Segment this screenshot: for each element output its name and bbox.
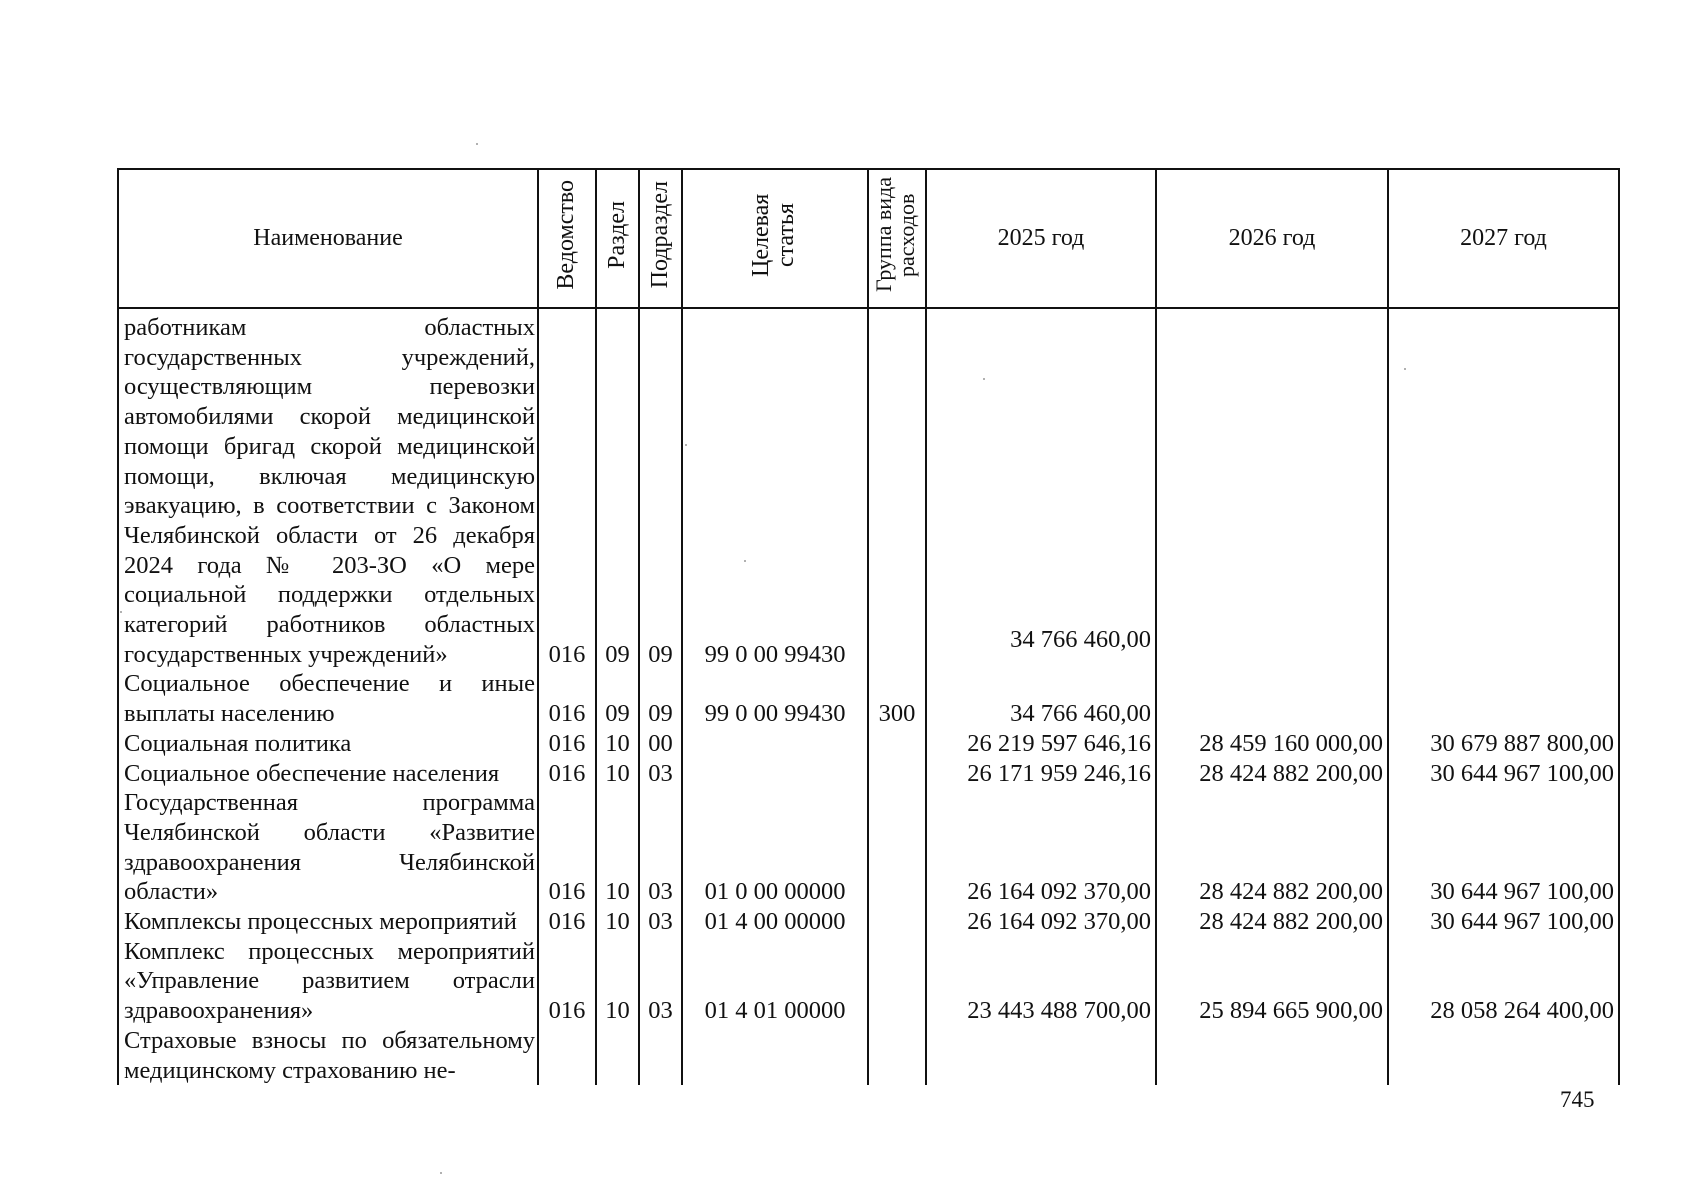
- row-name: Комплексы процессных мероприятий: [124, 908, 517, 936]
- row-name: Страховые взносы по обязательному медицинскому страхованию не-: [124, 1026, 535, 1084]
- row-name: Социальная политика: [124, 729, 352, 757]
- table-row: [118, 729, 1619, 759]
- table-row: [118, 669, 1619, 728]
- table-row: [118, 759, 1619, 789]
- row-year-2025: 26 171 959 246,16: [926, 759, 1156, 789]
- header-department: [538, 169, 596, 308]
- row-subsection: 03: [639, 907, 682, 937]
- row-year-2026: 28 459 160 000,00: [1156, 729, 1388, 759]
- page-number: 745: [1560, 1087, 1595, 1112]
- row-year-2027: [1388, 308, 1619, 669]
- row-year-2026: 28 424 882 200,00: [1156, 759, 1388, 789]
- row-year-2026: [1156, 1026, 1388, 1085]
- row-target-item: [682, 729, 868, 759]
- row-year-2027: 30 644 967 100,00: [1388, 907, 1619, 937]
- row-expense-group: [868, 308, 926, 669]
- row-department: 016: [538, 937, 596, 1026]
- row-section: 10: [596, 729, 639, 759]
- row-subsection: [639, 1026, 682, 1085]
- row-name: работникам областных государственных учреждений, осуществляющим перевозки автомобилями скорой медицинской помощи бригад скорой медицинской помощи, включая медицинскую эвакуацию, в соответствии с Законом Челябинской области от 26 декабря 2024 года № 203-ЗО «О мере социальной поддержки отдельных категорий работников областных государственных учреждений»: [124, 314, 535, 668]
- row-expense-group: [868, 788, 926, 907]
- row-target-item: [682, 1026, 868, 1085]
- row-year-2027: [1388, 669, 1619, 728]
- row-section: 10: [596, 907, 639, 937]
- row-subsection: 09: [639, 308, 682, 669]
- header-subsection: [639, 169, 682, 308]
- table-row: [118, 308, 1619, 669]
- row-name: Социальное обеспечение и иные выплаты населению: [124, 670, 535, 728]
- row-target-item: [682, 759, 868, 789]
- header-year-2025: 2025 год: [926, 169, 1156, 308]
- header-subsection-label: Подраздел: [646, 181, 673, 289]
- row-year-2025: 34 766 460,00: [926, 308, 1156, 669]
- row-subsection: 00: [639, 729, 682, 759]
- row-expense-group: [868, 937, 926, 1026]
- header-section: [596, 169, 639, 308]
- row-year-2025: 26 219 597 646,16: [926, 729, 1156, 759]
- row-subsection: 03: [639, 759, 682, 789]
- row-target-item: 01 0 00 00000: [682, 788, 868, 907]
- row-year-2026: [1156, 669, 1388, 728]
- header-year-2027: 2027 год: [1388, 169, 1619, 308]
- header-target-item-label: Целевая статья: [748, 193, 800, 277]
- row-year-2025: 26 164 092 370,00: [926, 907, 1156, 937]
- row-department: [538, 1026, 596, 1085]
- row-section: 09: [596, 669, 639, 728]
- row-department: 016: [538, 759, 596, 789]
- row-year-2027: [1388, 1026, 1619, 1085]
- table-header-row: [118, 169, 1619, 308]
- row-expense-group: [868, 759, 926, 789]
- row-department: 016: [538, 308, 596, 669]
- table-row: [118, 1026, 1619, 1085]
- header-section-label: Раздел: [603, 201, 630, 269]
- header-name: Наименование: [118, 169, 538, 308]
- row-expense-group: [868, 907, 926, 937]
- row-expense-group: [868, 1026, 926, 1085]
- row-year-2025: 34 766 460,00: [926, 669, 1156, 728]
- row-name: Социальное обеспечение населения: [124, 759, 500, 787]
- row-department: 016: [538, 788, 596, 907]
- row-subsection: 03: [639, 937, 682, 1026]
- header-target-item: [682, 169, 868, 308]
- row-department: 016: [538, 907, 596, 937]
- row-name: Государственная программа Челябинской области «Развитие здравоохранения Челябинской области»: [124, 789, 535, 906]
- header-department-label: Ведомство: [553, 180, 580, 290]
- row-subsection: 03: [639, 788, 682, 907]
- budget-table: [117, 168, 1620, 1085]
- row-expense-group: 300: [868, 669, 926, 728]
- row-target-item: 01 4 01 00000: [682, 937, 868, 1026]
- table-row: [118, 907, 1619, 937]
- row-target-item: 01 4 00 00000: [682, 907, 868, 937]
- row-section: 09: [596, 308, 639, 669]
- row-year-2026: 28 424 882 200,00: [1156, 788, 1388, 907]
- row-name: Комплекс процессных мероприятий «Управление развитием отрасли здравоохранения»: [124, 937, 535, 1025]
- table-row: [118, 788, 1619, 907]
- row-department: 016: [538, 669, 596, 728]
- row-section: 10: [596, 937, 639, 1026]
- header-expense-group: [868, 169, 926, 308]
- header-expense-group-label: Группа вида расходов: [871, 177, 920, 293]
- row-year-2026: 28 424 882 200,00: [1156, 907, 1388, 937]
- row-section: 10: [596, 788, 639, 907]
- row-expense-group: [868, 729, 926, 759]
- row-year-2027: 30 679 887 800,00: [1388, 729, 1619, 759]
- row-department: 016: [538, 729, 596, 759]
- row-section: [596, 1026, 639, 1085]
- row-year-2025: 23 443 488 700,00: [926, 937, 1156, 1026]
- row-target-item: 99 0 00 99430: [682, 669, 868, 728]
- row-year-2026: 25 894 665 900,00: [1156, 937, 1388, 1026]
- row-year-2025: 26 164 092 370,00: [926, 788, 1156, 907]
- row-year-2027: 30 644 967 100,00: [1388, 788, 1619, 907]
- row-target-item: 99 0 00 99430: [682, 308, 868, 669]
- row-subsection: 09: [639, 669, 682, 728]
- row-year-2027: 28 058 264 400,00: [1388, 937, 1619, 1026]
- row-section: 10: [596, 759, 639, 789]
- table-row: [118, 937, 1619, 1026]
- header-year-2026: 2026 год: [1156, 169, 1388, 308]
- row-year-2027: 30 644 967 100,00: [1388, 759, 1619, 789]
- row-year-2026: [1156, 308, 1388, 669]
- row-year-2025: [926, 1026, 1156, 1085]
